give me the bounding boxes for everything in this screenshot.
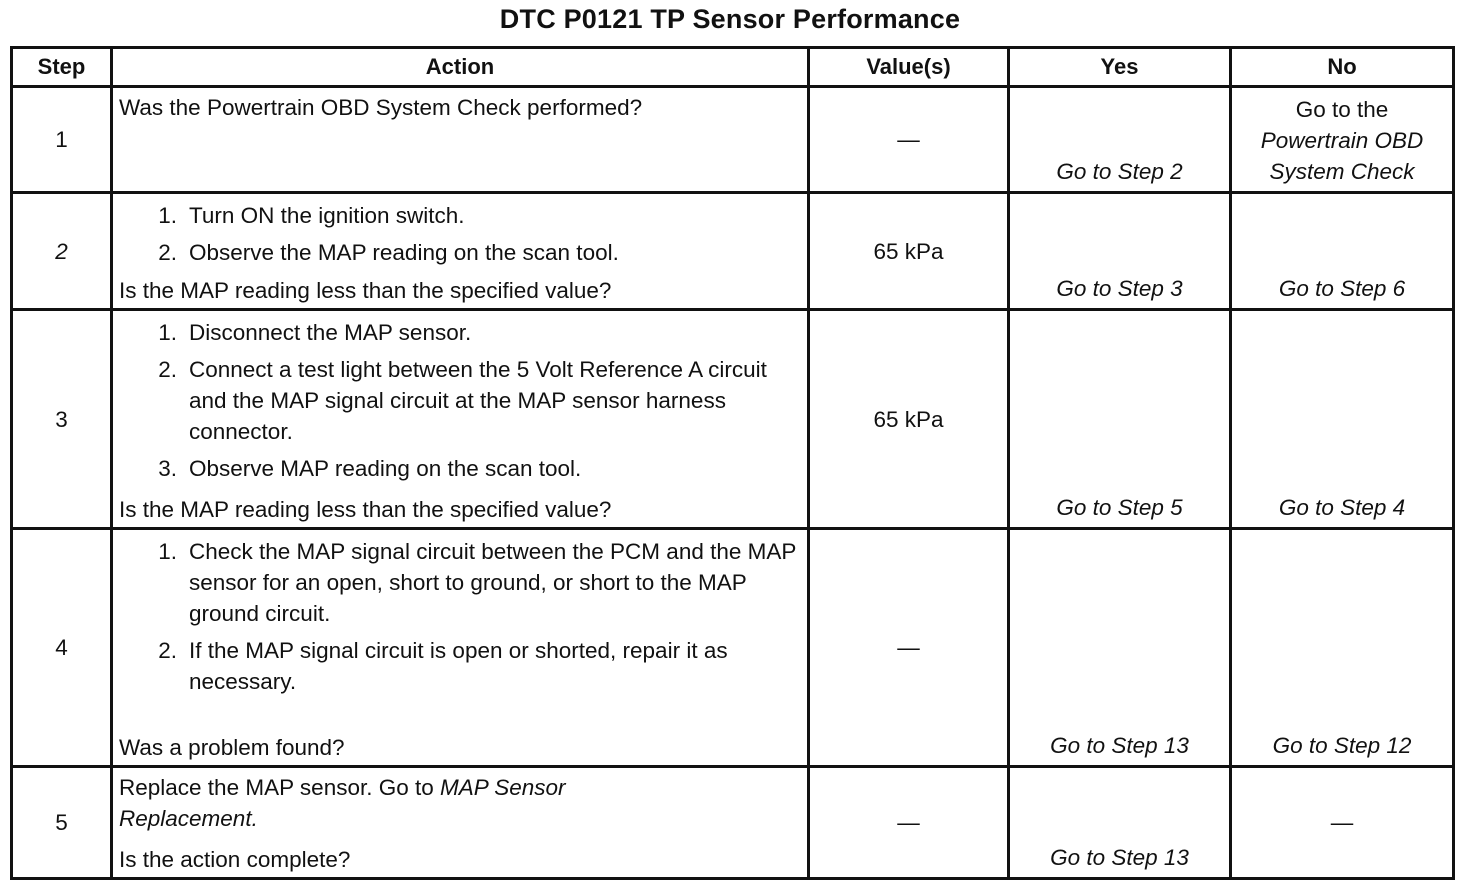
header-step: Step: [12, 48, 112, 87]
no-cell[interactable]: Go to Step 12: [1231, 529, 1454, 767]
no-cell[interactable]: —: [1231, 767, 1454, 879]
action-step: 1. Disconnect the MAP sensor.: [158, 320, 472, 345]
no-prefix: Go to the: [1295, 97, 1389, 122]
table-row: [12, 87, 1454, 193]
yes-cell[interactable]: Go to Step 13: [1009, 529, 1231, 767]
diagnostic-table: [10, 46, 1455, 880]
action-step: 1. Check the MAP signal circuit between the PCM and the MAP sensor for an open, short to ground, or short to the MAP ground circuit.: [158, 539, 796, 626]
value-cell: —: [809, 529, 1009, 767]
action-cell: [112, 193, 809, 310]
action-question: Is the MAP reading less than the specified value?: [119, 278, 612, 303]
header-yes: Yes: [1009, 48, 1231, 87]
action-cell: [112, 87, 809, 193]
step-number: 5: [12, 767, 112, 879]
action-lead-text: Replace the MAP sensor. Go to: [119, 775, 434, 800]
action-step: 2. Connect a test light between the 5 Volt Reference A circuit and the MAP signal circuit at the MAP sensor harness connector.: [158, 357, 767, 444]
action-steps: [119, 198, 799, 274]
value-cell: —: [809, 767, 1009, 879]
value-cell: —: [809, 87, 1009, 193]
action-lead-link[interactable]: MAP Sensor Replacement.: [119, 775, 566, 831]
no-link[interactable]: Powertrain OBD System Check: [1260, 128, 1424, 184]
action-question: Is the action complete?: [119, 847, 351, 872]
action-cell: [112, 529, 809, 767]
table-row: [12, 767, 1454, 879]
step-number: 4: [12, 529, 112, 767]
action-step: 2. If the MAP signal circuit is open or shorted, repair it as necessary.: [158, 638, 728, 694]
action-lead: [119, 772, 799, 834]
action-steps: [119, 315, 799, 490]
header-row: [12, 48, 1454, 87]
page-title: DTC P0121 TP Sensor Performance: [499, 4, 961, 34]
header-values: Value(s): [809, 48, 1009, 87]
action-cell: [112, 310, 809, 529]
table-row: [12, 310, 1454, 529]
no-cell[interactable]: Go to Step 6: [1231, 193, 1454, 310]
action-question: Was a problem found?: [119, 735, 345, 760]
step-number: 1: [12, 87, 112, 193]
action-step: 3. Observe MAP reading on the scan tool.: [158, 456, 582, 481]
action-cell: [112, 767, 809, 879]
step-number: 2: [12, 193, 112, 310]
header-action: Action: [112, 48, 809, 87]
yes-cell[interactable]: Go to Step 5: [1009, 310, 1231, 529]
yes-cell[interactable]: Go to Step 2: [1009, 87, 1231, 193]
yes-cell[interactable]: Go to Step 3: [1009, 193, 1231, 310]
value-cell: 65 kPa: [809, 310, 1009, 529]
table-row: [12, 529, 1454, 767]
action-question: Was the Powertrain OBD System Check performed?: [119, 95, 643, 120]
step-number: 3: [12, 310, 112, 529]
table-row: [12, 193, 1454, 310]
no-cell[interactable]: [1231, 87, 1454, 193]
action-question: Is the MAP reading less than the specified value?: [119, 497, 612, 522]
yes-cell[interactable]: Go to Step 13: [1009, 767, 1231, 879]
no-cell[interactable]: Go to Step 4: [1231, 310, 1454, 529]
value-cell: 65 kPa: [809, 193, 1009, 310]
header-no: No: [1231, 48, 1454, 87]
action-step: 1. Turn ON the ignition switch.: [158, 203, 465, 228]
action-steps: [119, 534, 799, 703]
action-step: 2. Observe the MAP reading on the scan tool.: [158, 240, 619, 265]
